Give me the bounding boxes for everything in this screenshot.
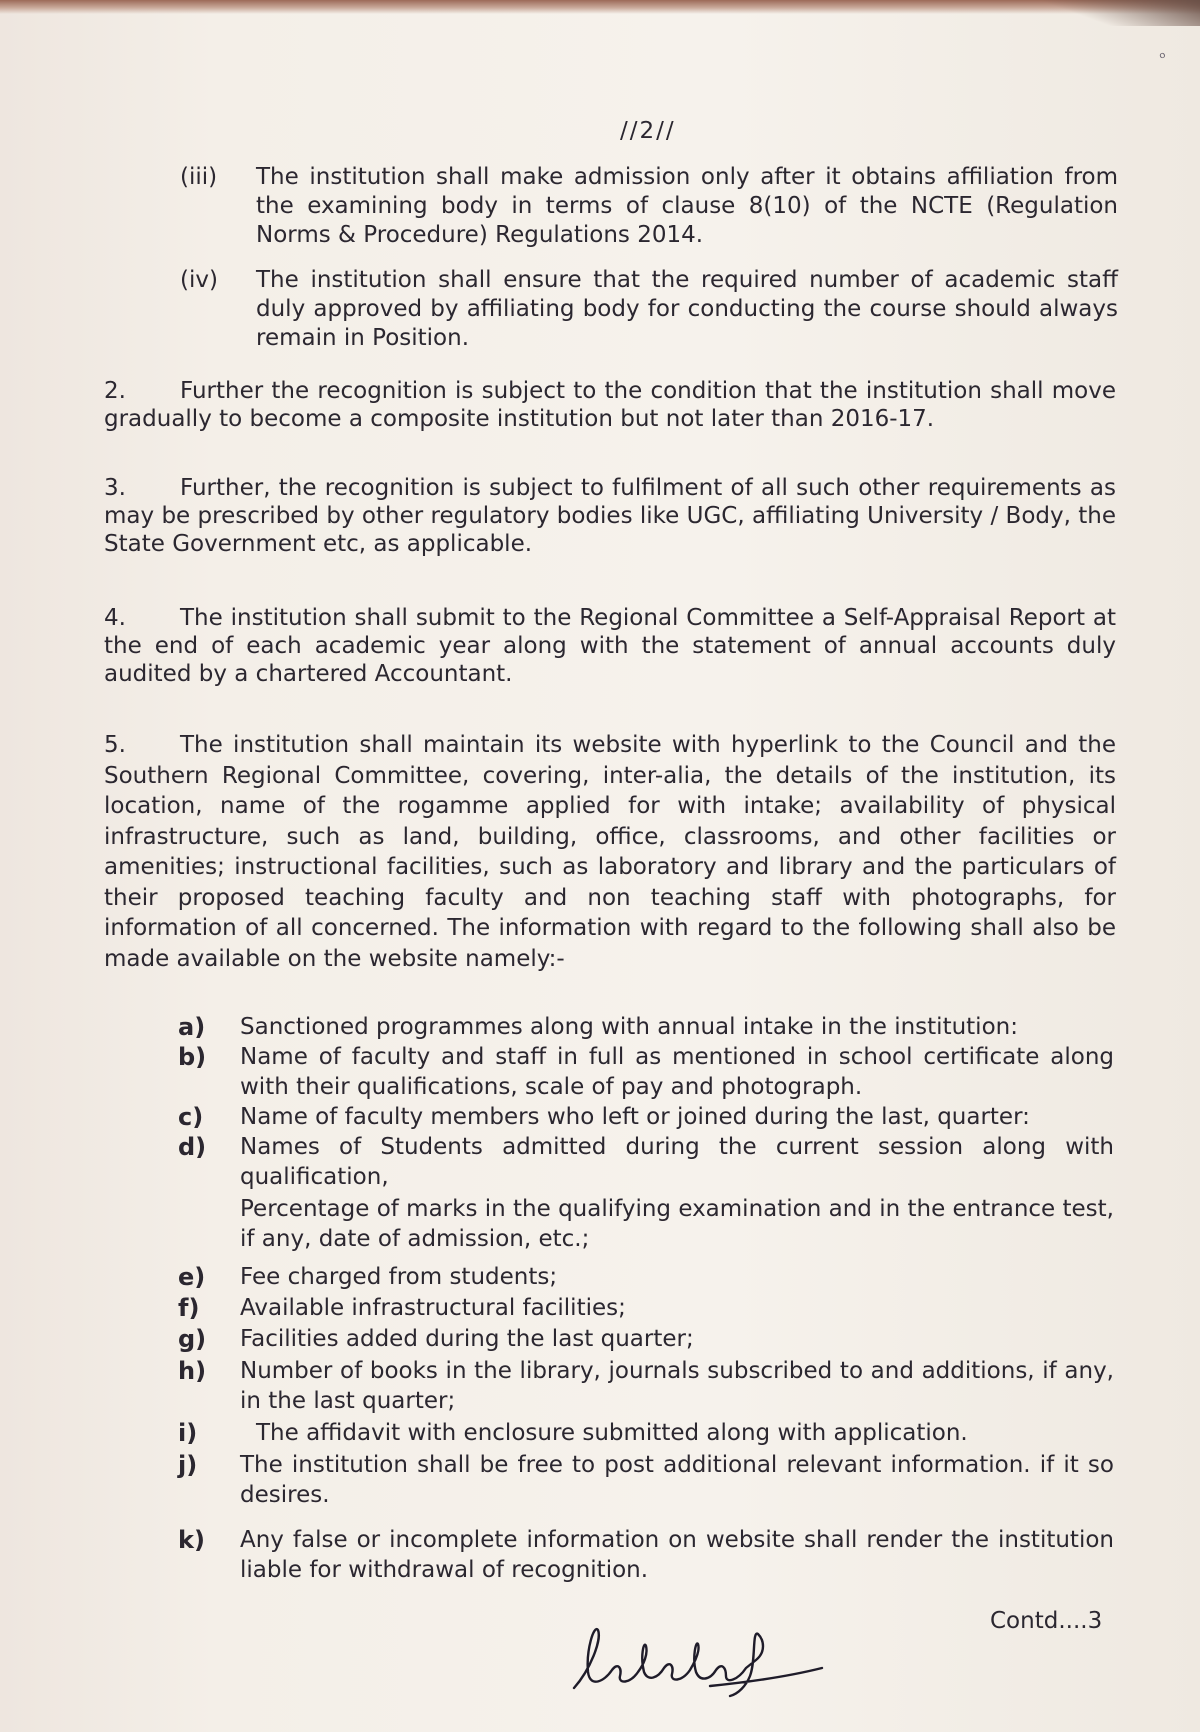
list-text: Percentage of marks in the qualifying examination and in the entrance test, if any, date of admission, etc.; — [240, 1196, 1114, 1252]
paragraph-text: Further, the recognition is subject to fulfilment of all such other requirements as may be prescribed by other regulatory bodies like UGC, affiliating University / Body, the State Government etc, as applicable. — [104, 475, 1116, 557]
list-letter: e) — [178, 1263, 206, 1291]
list-letter: i) — [178, 1419, 198, 1447]
page-number: //2// — [620, 118, 676, 144]
list-letter: d) — [178, 1133, 207, 1161]
paragraph-number: 5. — [104, 732, 126, 758]
list-text: The institution shall be free to post additional relevant information. if it so desires. — [240, 1452, 1114, 1508]
list-text: Available infrastructural facilities; — [240, 1295, 626, 1321]
ink-smudge: ᵒ — [1156, 47, 1170, 68]
handwritten-signature — [560, 1610, 840, 1700]
list-letter: h) — [178, 1357, 207, 1385]
page-corner-shadow — [1040, 0, 1200, 26]
page-top-edge — [0, 0, 1200, 14]
list-letter: g) — [178, 1325, 207, 1353]
paragraph-3 — [104, 474, 1116, 558]
list-text: Facilities added during the last quarter; — [240, 1326, 694, 1352]
sub-item-text: The institution shall ensure that the required number of academic staff duly approved by affiliating body for conducting the course should always remain in Position. — [256, 267, 1118, 351]
sub-item-number: (iv) — [180, 267, 218, 293]
list-letter: j) — [178, 1451, 198, 1479]
paragraph-2 — [104, 377, 1116, 433]
list-text: The affidavit with enclosure submitted along with application. — [256, 1420, 968, 1446]
paragraph-text: The institution shall maintain its website with hyperlink to the Council and the Southern Regional Committee, covering, inter-alia, the details of the institution, its location, name of the rogamme applied for with intake; availability of physical infrastructure, such as land, building, office, classrooms, and other facilities or amenities; instructional facilities, such as laboratory and library and the particulars of their proposed teaching faculty and non teaching staff with photographs, for information of all concerned. The information with regard to the following shall also be made available on the website namely:- — [104, 732, 1116, 972]
list-text: Name of faculty and staff in full as mentioned in school certificate along with their qualifications, scale of pay and photograph. — [240, 1044, 1114, 1100]
paragraph-text: Further the recognition is subject to the condition that the institution shall move gradually to become a composite institution but not later than 2016-17. — [104, 378, 1116, 432]
list-text: Any false or incomplete information on website shall render the institution liable for withdrawal of recognition. — [240, 1527, 1114, 1583]
paragraph-4 — [104, 604, 1116, 688]
list-text: Names of Students admitted during the current session along with qualification, — [240, 1134, 1114, 1190]
list-letter: c) — [178, 1103, 204, 1131]
list-letter: f) — [178, 1294, 200, 1322]
list-letter: b) — [178, 1043, 207, 1071]
list-letter: k) — [178, 1526, 205, 1554]
paragraph-number: 4. — [104, 605, 126, 631]
sub-item-number: (iii) — [180, 164, 218, 190]
list-text: Name of faculty members who left or joined during the last, quarter: — [240, 1104, 1030, 1130]
list-text: Fee charged from students; — [240, 1264, 558, 1290]
paragraph-number: 3. — [104, 475, 126, 501]
sub-item-text: The institution shall make admission only after it obtains affiliation from the examining body in terms of clause 8(10) of the NCTE (Regulation Norms & Procedure) Regulations 2014. — [256, 164, 1118, 248]
list-letter: a) — [178, 1013, 206, 1041]
continued-note: Contd....3 — [990, 1608, 1103, 1634]
list-text: Number of books in the library, journals subscribed to and additions, if any, in the last quarter; — [240, 1358, 1114, 1414]
paragraph-5 — [104, 730, 1116, 974]
list-text: Sanctioned programmes along with annual intake in the institution: — [240, 1014, 1018, 1040]
paragraph-number: 2. — [104, 378, 126, 404]
paragraph-text: The institution shall submit to the Regional Committee a Self-Appraisal Report at the end of each academic year along with the statement of annual accounts duly audited by a chartered Accountant. — [104, 605, 1116, 687]
